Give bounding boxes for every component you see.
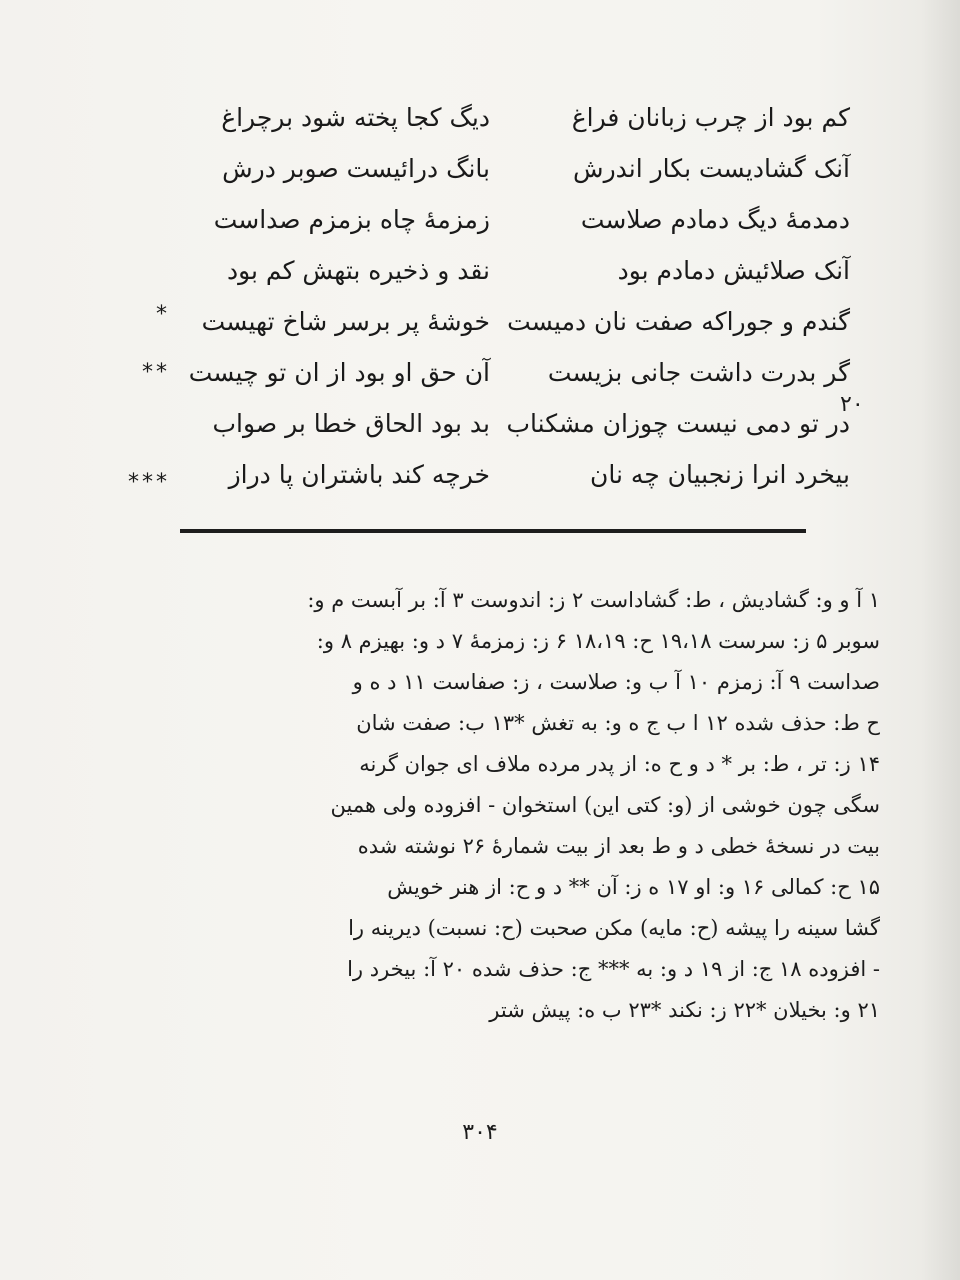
verse-line: نقد و ذخیره بتهش کم بود <box>226 256 490 285</box>
footnote-line: ۱ آ و و: گشادیش ، ط: گشاداست ۲ ز: اندوست ۳ آ: بر آبست م و: <box>307 588 880 612</box>
footnote-line: ۱۴ ز: تر ، ط: بر * د و ح ه: از پدر مرده ملاف ای جوان گرنه <box>359 752 880 776</box>
footnotes <box>150 580 880 1031</box>
footnote-divider <box>180 529 806 533</box>
asterisk-mark: *** <box>128 470 170 495</box>
verse-line: آنک گشادیست بکار اندرش <box>573 154 850 183</box>
page-spine-shadow <box>920 0 960 1280</box>
verse-line: بد بود الحاق خطا بر صواب <box>212 409 490 438</box>
verse-line: کم بود از چرب زبانان فراغ <box>571 103 850 132</box>
footnote-line: سگی چون خوشی از (و: کتی این) استخوان - افزوده ولی همین <box>330 793 880 817</box>
footnote-line: ح ط: حذف شده ۱۲ ا ب ج ه و: به تغش *۱۳ ب: صفت شان <box>356 711 880 735</box>
footnote-line: ۲۱ و: بخیلان *۲۲ ز: نکند *۲۳ ب ه: پیش شتر <box>489 998 880 1022</box>
asterisk-mark: * <box>156 302 170 327</box>
footnote-line: - افزوده ۱۸ ج: از ۱۹ د و: به *** ج: حذف شده ۲۰ آ: بیخرد را <box>347 957 880 981</box>
poem-left-column <box>160 92 490 500</box>
footnote-line: گشا سینه را پیشه (ح: مایه) مکن صحبت (ح: نسبت) دیرینه را <box>348 916 880 940</box>
verse-line: بانگ درائیست صوبر درش <box>222 154 490 183</box>
verse-line: آن حق او بود از ان تو چیست <box>188 358 490 387</box>
asterisk-mark: ** <box>142 360 170 385</box>
verse-line: دمدمهٔ دیگ دمادم صلاست <box>580 205 850 234</box>
verse-line: در تو دمی نیست چوزان مشکناب <box>506 409 850 438</box>
poem-right-column <box>506 92 850 500</box>
footnote-line: صداست ۹ آ: زمزم ۱۰ آ ب و: صلاست ، ز: صفاست ۱۱ د ه و <box>352 670 880 694</box>
verse-line: آنک صلائیش دمادم بود <box>617 256 850 285</box>
verse-line: خرچه کند باشتران پا دراز <box>228 460 490 489</box>
poem-block <box>110 92 864 512</box>
footnote-line: سوبر ۵ ز: سرست ۱۹،۱۸ ح: ۱۸،۱۹ ۶ ز: زمزمهٔ ۷ د و: بهیزم ۸ و: <box>316 629 880 653</box>
verse-line: دیگ کجا پخته شود برچراغ <box>221 103 490 132</box>
footnote-line: ۱۵ ح: کمالی ۱۶ و: او ۱۷ ه ز: آن ** د و ح: از هنر خویش <box>387 875 880 899</box>
verse-line: زمزمهٔ چاه بزمزم صداست <box>213 205 490 234</box>
page-number: ۳۰۴ <box>462 1120 498 1145</box>
verse-number: ۲۰ <box>840 392 864 417</box>
verse-line: گر بدرت داشت جانی بزیست <box>547 358 850 387</box>
footnote-line: بیت در نسخهٔ خطی د و ط بعد از بیت شمارهٔ ۲۶ نوشته شده <box>357 834 880 858</box>
verse-line: گندم و جوراکه صفت نان دمیست <box>507 307 850 336</box>
verse-line: بیخرد انرا زنجبیان چه نان <box>589 460 850 489</box>
verse-line: خوشهٔ پر برسر شاخ تهیست <box>201 307 490 336</box>
